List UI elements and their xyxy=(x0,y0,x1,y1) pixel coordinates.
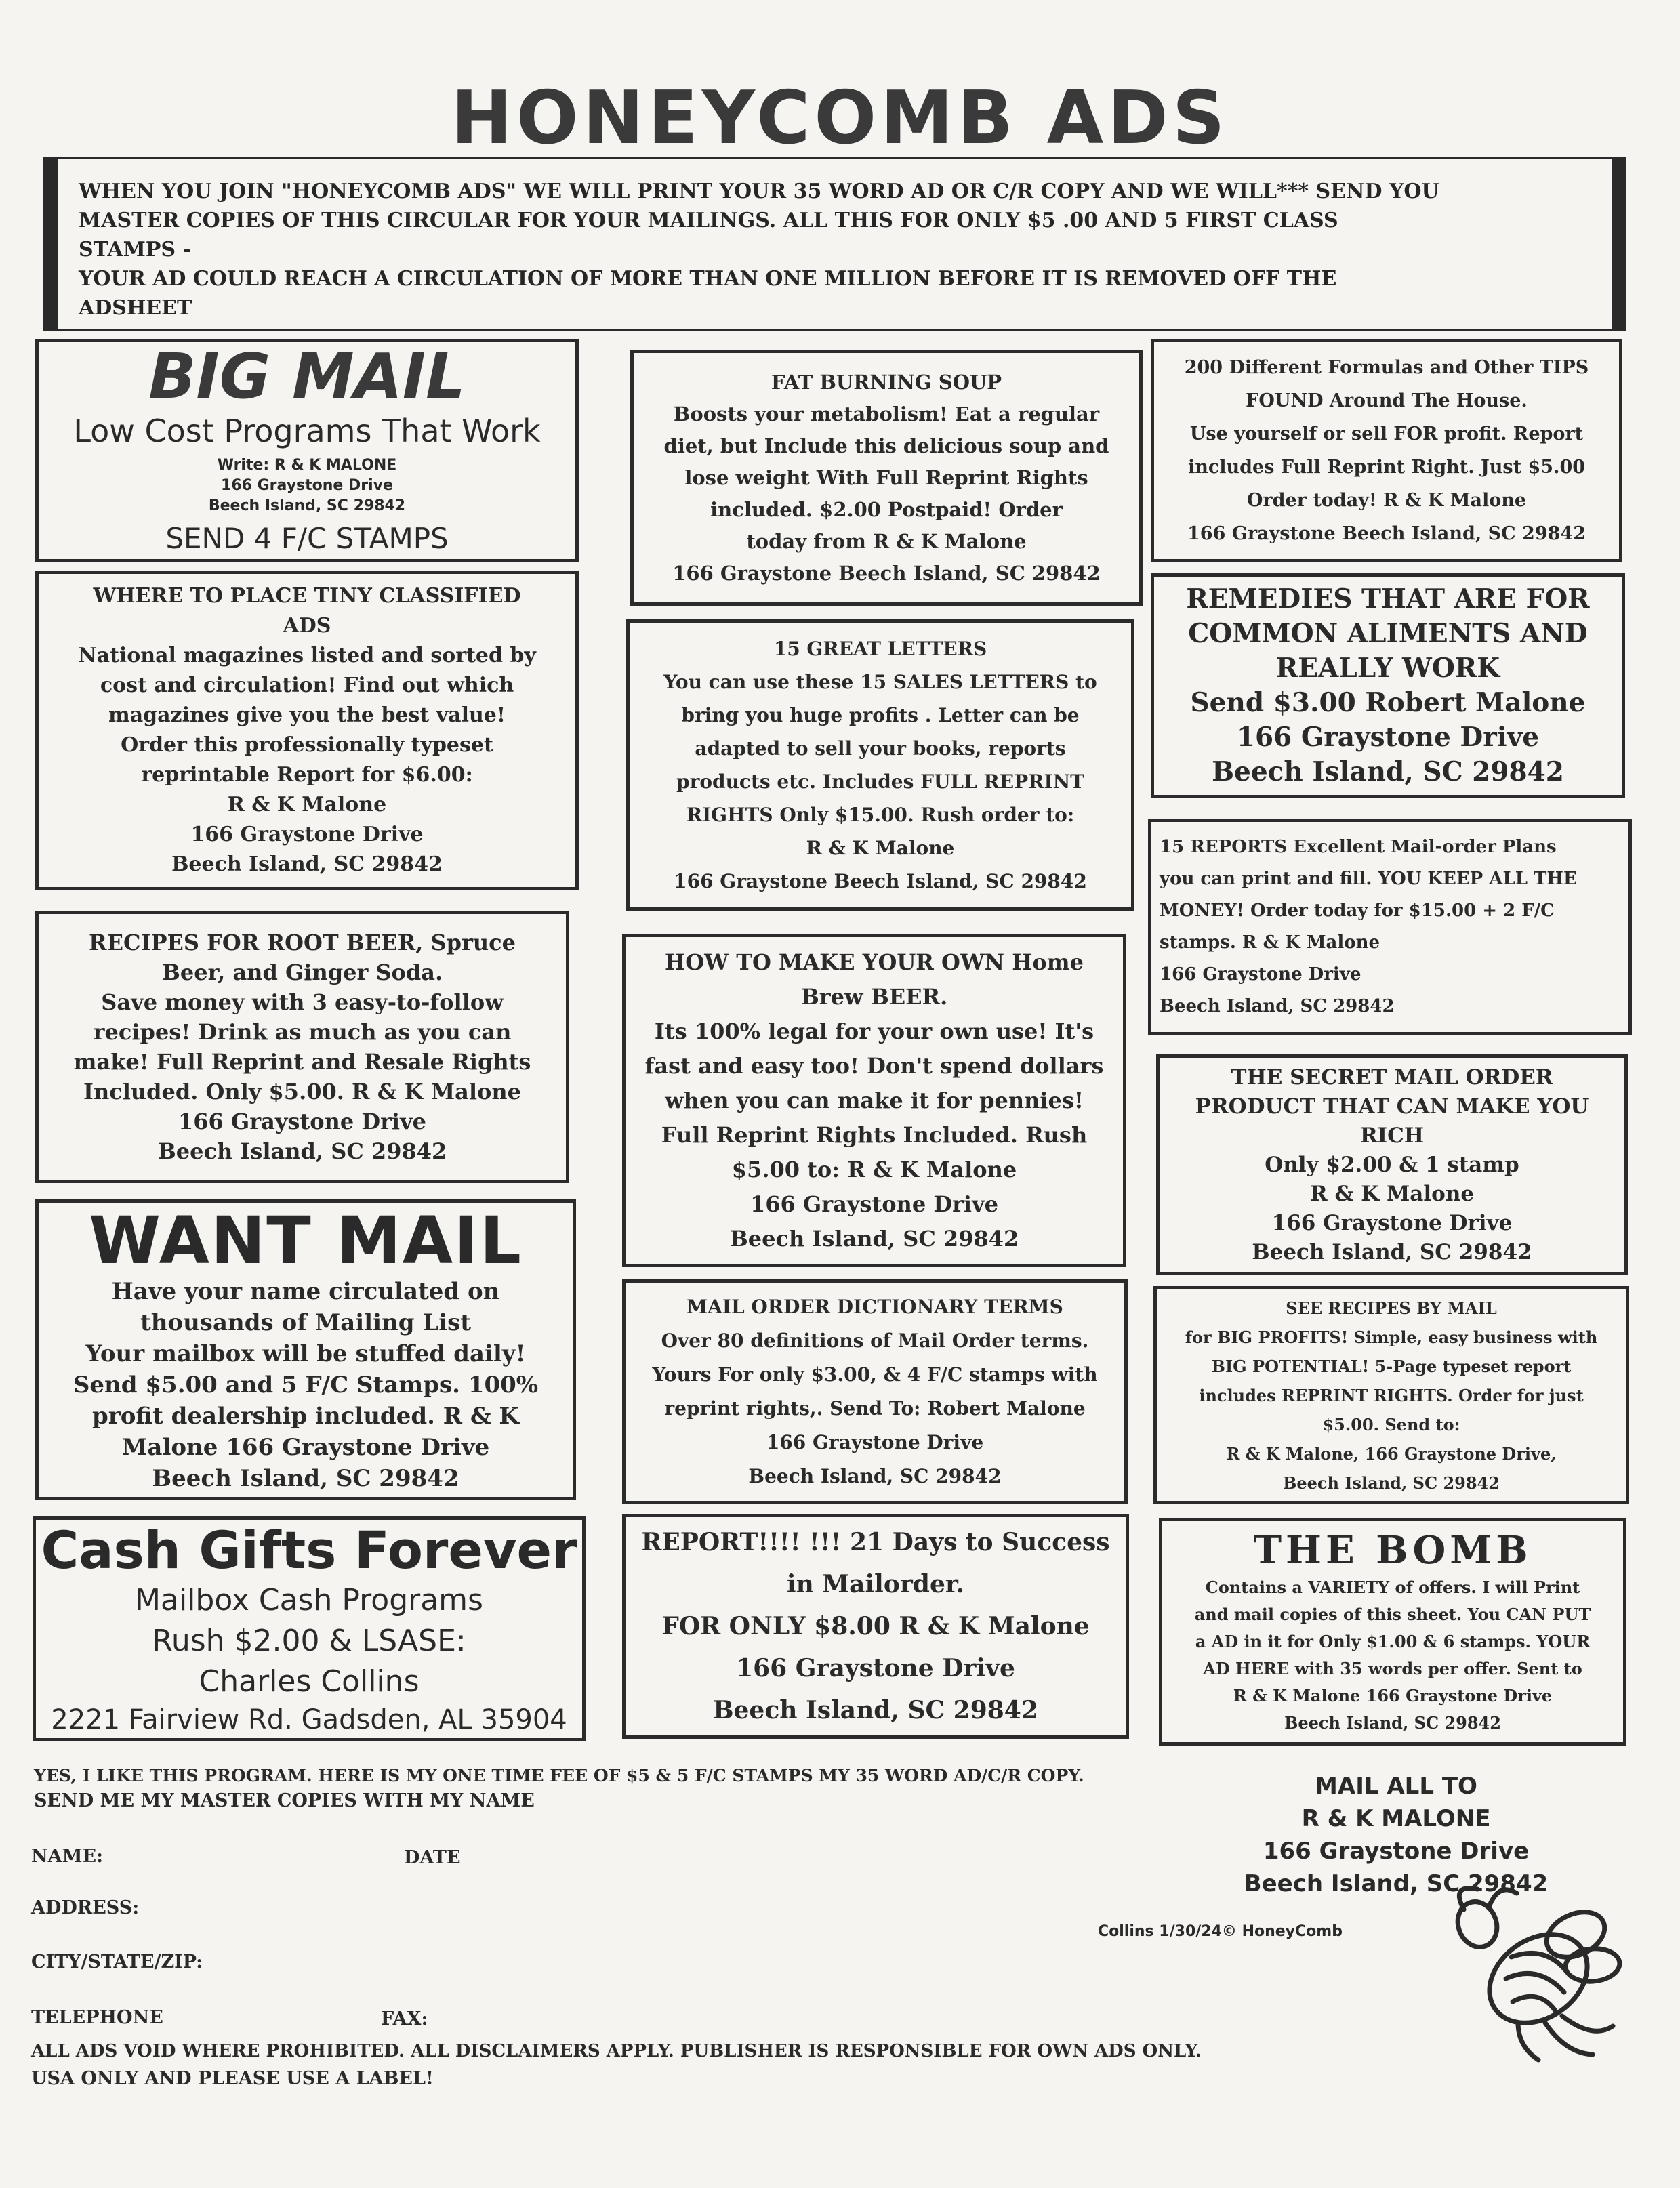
form-fax-label: FAX: xyxy=(381,2008,428,2029)
ad-line: Over 80 definitions of Mail Order terms. xyxy=(661,1329,1089,1352)
ad-line: Have your name circulated on xyxy=(111,1278,500,1305)
intro-line: WHEN YOU JOIN "HONEYCOMB ADS" WE WILL PRINT YOUR 35 WORD AD OR C/R COPY AND WE WILL*** SEND YOU xyxy=(79,180,1439,203)
ad-line: HOW TO MAKE YOUR OWN Home xyxy=(665,949,1084,975)
ad-line: lose weight With Full Reprint Rights xyxy=(684,466,1088,489)
page-title: HONEYCOMB ADS xyxy=(451,76,1229,161)
ad-heading: WANT MAIL xyxy=(89,1203,523,1279)
ad-line: Beech Island, SC 29842 xyxy=(152,1465,459,1492)
intro-line: ADSHEET xyxy=(79,296,192,320)
ad-line: MAIL ORDER DICTIONARY TERMS xyxy=(687,1296,1063,1318)
ad-line: ADS xyxy=(283,614,331,638)
ad-secret-product xyxy=(1156,1054,1628,1275)
form-yes-line: YES, I LIKE THIS PROGRAM. HERE IS MY ONE TIME FEE OF $5 & 5 F/C STAMPS MY 35 WORD AD/C/R COPY. xyxy=(34,1766,1084,1786)
ad-line: magazines give you the best value! xyxy=(108,703,506,727)
ad-line: REPORT!!!! !!! 21 Days to Success xyxy=(641,1528,1110,1556)
form-yes-line: SEND ME MY MASTER COPIES WITH MY NAME xyxy=(34,1790,535,1811)
ad-line: 166 Graystone Beech Island, SC 29842 xyxy=(1187,523,1586,544)
ad-line: Included. Only $5.00. R & K Malone xyxy=(83,1079,522,1105)
ad-line: Boosts your metabolism! Eat a regular xyxy=(673,402,1100,426)
mail-to-line: Beech Island, SC 29842 xyxy=(1244,1870,1549,1897)
ad-cash-gifts xyxy=(33,1516,586,1741)
ad-line: REALLY WORK xyxy=(1275,653,1500,684)
ad-line: Your mailbox will be stuffed daily! xyxy=(85,1340,526,1367)
ad-line: National magazines listed and sorted by xyxy=(78,644,536,667)
intro-box xyxy=(43,157,1626,331)
ad-line: Brew BEER. xyxy=(800,983,948,1010)
ad-root-beer xyxy=(35,911,569,1183)
ad-line: Mailbox Cash Programs xyxy=(135,1583,483,1617)
ad-line: Beech Island, SC 29842 xyxy=(1283,1472,1500,1493)
ad-line: FOUND Around The House. xyxy=(1246,390,1528,411)
ad-mail-order-dictionary xyxy=(622,1279,1128,1504)
ad-line: Its 100% legal for your own use! It's xyxy=(654,1018,1094,1044)
ad-fat-burning-soup xyxy=(630,350,1143,606)
ad-line: Beech Island, SC 29842 xyxy=(1252,1239,1532,1264)
ad-line: 166 Graystone Beech Island, SC 29842 xyxy=(674,870,1087,892)
ad-heading: BIG MAIL xyxy=(148,340,466,413)
ad-line: stamps. R & K Malone xyxy=(1160,932,1380,953)
ad-line: Only $2.00 & 1 stamp xyxy=(1265,1152,1519,1177)
ad-line: Rush $2.00 & LSASE: xyxy=(152,1624,466,1658)
ad-line: COMMON ALIMENTS AND xyxy=(1188,618,1588,649)
ad-line: SEE RECIPES BY MAIL xyxy=(1286,1298,1497,1318)
ad-line: Use yourself or sell FOR profit. Report xyxy=(1189,424,1584,445)
ad-21-days-success xyxy=(622,1514,1129,1739)
ad-line: Beech Island, SC 29842 xyxy=(171,852,443,876)
ad-line: Beech Island, SC 29842 xyxy=(748,1465,1002,1487)
ad-line: Beech Island, SC 29842 xyxy=(1284,1713,1501,1733)
ad-line: bring you huge profits . Letter can be xyxy=(681,704,1080,726)
ad-line: $5.00 to: R & K Malone xyxy=(731,1156,1017,1182)
ad-line: today from R & K Malone xyxy=(746,529,1027,553)
ad-line: $5.00. Send to: xyxy=(1322,1414,1460,1434)
ad-line: Write: R & K MALONE xyxy=(217,457,397,474)
ad-line: 15 GREAT LETTERS xyxy=(773,638,987,660)
ad-line: 2221 Fairview Rd. Gadsden, AL 35904 xyxy=(51,1704,567,1735)
ad-great-letters xyxy=(626,619,1134,911)
ad-see-recipes xyxy=(1153,1286,1629,1504)
ad-line: 166 Graystone Drive xyxy=(178,1109,427,1134)
intro-line: YOUR AD COULD REACH A CIRCULATION OF MORE THAN ONE MILLION BEFORE IT IS REMOVED OFF THE xyxy=(79,267,1337,291)
ad-line: RICH xyxy=(1359,1123,1425,1148)
ad-line: includes Full Reprint Right. Just $5.00 xyxy=(1187,457,1586,478)
ad-line: profit dealership included. R & K xyxy=(92,1403,519,1430)
ad-line: Beer, and Ginger Soda. xyxy=(161,959,443,985)
ad-line: 166 Graystone Beech Island, SC 29842 xyxy=(672,561,1101,585)
ad-15-reports xyxy=(1148,819,1632,1035)
ad-line: Contains a VARIETY of offers. I will Print xyxy=(1205,1577,1580,1597)
ad-line: in Mailorder. xyxy=(786,1570,965,1598)
ad-big-mail xyxy=(35,339,579,562)
ad-line: REMEDIES THAT ARE FOR xyxy=(1186,583,1590,615)
ad-line: FOR ONLY $8.00 R & K Malone xyxy=(661,1612,1090,1640)
ad-line: 166 Graystone Drive xyxy=(221,477,393,494)
ad-heading: Cash Gifts Forever xyxy=(41,1520,577,1580)
ad-home-brew xyxy=(622,934,1126,1267)
ad-line: FAT BURNING SOUP xyxy=(771,370,1002,394)
ad-line: R & K Malone 166 Graystone Drive xyxy=(1233,1686,1553,1706)
ad-line: Malone 166 Graystone Drive xyxy=(121,1434,490,1461)
ad-line: 166 Graystone Drive xyxy=(750,1191,999,1217)
ad-line: AD HERE with 35 words per offer. Sent to xyxy=(1203,1659,1582,1678)
ad-line: Full Reprint Rights Included. Rush xyxy=(661,1121,1088,1148)
ad-line: Yours For only $3.00, & 4 F/C stamps with xyxy=(652,1363,1098,1386)
ad-line: Beech Island, SC 29842 xyxy=(208,497,406,514)
ad-line: Beech Island, SC 29842 xyxy=(157,1138,447,1164)
ad-line: R & K Malone, 166 Graystone Drive, xyxy=(1226,1443,1557,1464)
ad-line: 166 Graystone Drive xyxy=(1271,1210,1513,1235)
ad-line: reprintable Report for $6.00: xyxy=(141,763,473,787)
ad-line: you can print and fill. YOU KEEP ALL THE xyxy=(1160,869,1577,889)
mail-to-line: MAIL ALL TO xyxy=(1315,1773,1477,1800)
ad-line: Save money with 3 easy-to-follow xyxy=(101,989,504,1015)
ad-line: a AD in it for Only $1.00 & 6 stamps. YOUR xyxy=(1195,1632,1591,1651)
ad-tiny-classified xyxy=(35,571,579,890)
form-date-label: DATE xyxy=(404,1847,461,1868)
intro-line: MASTER COPIES OF THIS CIRCULAR FOR YOUR MAILINGS. ALL THIS FOR ONLY $5 .00 AND 5 FIRST CLASS xyxy=(79,209,1338,232)
ad-line: PRODUCT THAT CAN MAKE YOU xyxy=(1195,1094,1589,1119)
ad-the-bomb xyxy=(1159,1518,1626,1746)
ad-line: Order this professionally typeset xyxy=(121,733,493,757)
ad-line: Send $3.00 Robert Malone xyxy=(1190,687,1586,718)
bee-icon xyxy=(1437,1877,1640,2073)
ad-line: Order today! R & K Malone xyxy=(1246,490,1527,511)
form-telephone-label: TELEPHONE xyxy=(31,2007,163,2028)
ad-line: when you can make it for pennies! xyxy=(665,1087,1084,1113)
ad-200-formulas xyxy=(1151,339,1622,562)
ad-line: make! Full Reprint and Resale Rights xyxy=(73,1049,531,1075)
ad-cta: SEND 4 F/C STAMPS xyxy=(165,522,449,555)
ad-line: Send $5.00 and 5 F/C Stamps. 100% xyxy=(73,1371,539,1399)
ad-line: thousands of Mailing List xyxy=(140,1309,472,1336)
ad-line: Charles Collins xyxy=(199,1664,419,1699)
ad-line: Beech Island, SC 29842 xyxy=(1160,996,1395,1016)
ad-line: BIG POTENTIAL! 5-Page typeset report xyxy=(1211,1356,1572,1376)
ad-remedies xyxy=(1151,573,1625,798)
ad-line: adapted to sell your books, reports xyxy=(695,737,1066,760)
ad-line: Beech Island, SC 29842 xyxy=(1212,756,1564,787)
ad-line: 166 Graystone Drive xyxy=(736,1654,1015,1683)
ad-line: and mail copies of this sheet. You CAN PUT xyxy=(1194,1605,1591,1624)
ad-line: includes REPRINT RIGHTS. Order for just xyxy=(1199,1385,1584,1405)
form-name-label: NAME: xyxy=(31,1846,104,1867)
ad-line: Beech Island, SC 29842 xyxy=(729,1225,1019,1252)
ad-line: You can use these 15 SALES LETTERS to xyxy=(663,671,1097,693)
mail-to-line: 166 Graystone Drive xyxy=(1263,1838,1530,1865)
form-disclaimer: ALL ADS VOID WHERE PROHIBITED. ALL DISCLAIMERS APPLY. PUBLISHER IS RESPONSIBLE FOR OWN ADS ONLY. xyxy=(31,2041,1202,2061)
ad-subheading: Low Cost Programs That Work xyxy=(73,413,541,449)
ad-line: diet, but Include this delicious soup and xyxy=(663,434,1109,457)
form-address-label: ADDRESS: xyxy=(31,1897,140,1918)
ad-line: THE SECRET MAIL ORDER xyxy=(1231,1065,1553,1090)
ad-line: WHERE TO PLACE TINY CLASSIFIED xyxy=(93,584,521,608)
ad-line: 166 Graystone Drive xyxy=(1236,722,1540,753)
ad-line: RIGHTS Only $15.00. Rush order to: xyxy=(686,804,1075,826)
ad-line: for BIG PROFITS! Simple, easy business with xyxy=(1185,1327,1598,1347)
ad-heading: THE BOMB xyxy=(1253,1528,1532,1573)
ad-line: MONEY! Order today for $15.00 + 2 F/C xyxy=(1160,901,1555,921)
intro-line: STAMPS - xyxy=(79,238,191,262)
ad-line: R & K Malone xyxy=(227,793,387,817)
ad-line: 200 Different Formulas and Other TIPS xyxy=(1184,357,1589,378)
ad-line: products etc. Includes FULL REPRINT xyxy=(676,770,1084,793)
credit-line: Collins 1/30/24© HoneyComb xyxy=(1098,1923,1343,1940)
ad-line: 15 REPORTS Excellent Mail-order Plans xyxy=(1160,837,1557,857)
ad-line: 166 Graystone Drive xyxy=(766,1431,984,1453)
ad-line: Beech Island, SC 29842 xyxy=(713,1696,1038,1725)
ad-line: included. $2.00 Postpaid! Order xyxy=(710,497,1063,521)
form-city-label: CITY/STATE/ZIP: xyxy=(31,1952,203,1973)
ad-want-mail xyxy=(35,1199,576,1500)
ad-line: recipes! Drink as much as you can xyxy=(93,1019,512,1045)
ad-line: RECIPES FOR ROOT BEER, Spruce xyxy=(89,930,516,955)
ad-line: 166 Graystone Drive xyxy=(1160,964,1361,985)
ad-line: cost and circulation! Find out which xyxy=(100,674,514,697)
mail-to-line: R & K MALONE xyxy=(1301,1805,1491,1832)
ad-line: fast and easy too! Don't spend dollars xyxy=(644,1052,1104,1079)
ad-line: R & K Malone xyxy=(1309,1181,1475,1206)
ad-line: R & K Malone xyxy=(806,837,955,859)
form-disclaimer: USA ONLY AND PLEASE USE A LABEL! xyxy=(31,2068,434,2089)
ad-line: reprint rights,. Send To: Robert Malone xyxy=(664,1397,1086,1420)
ad-line: 166 Graystone Drive xyxy=(190,823,424,846)
